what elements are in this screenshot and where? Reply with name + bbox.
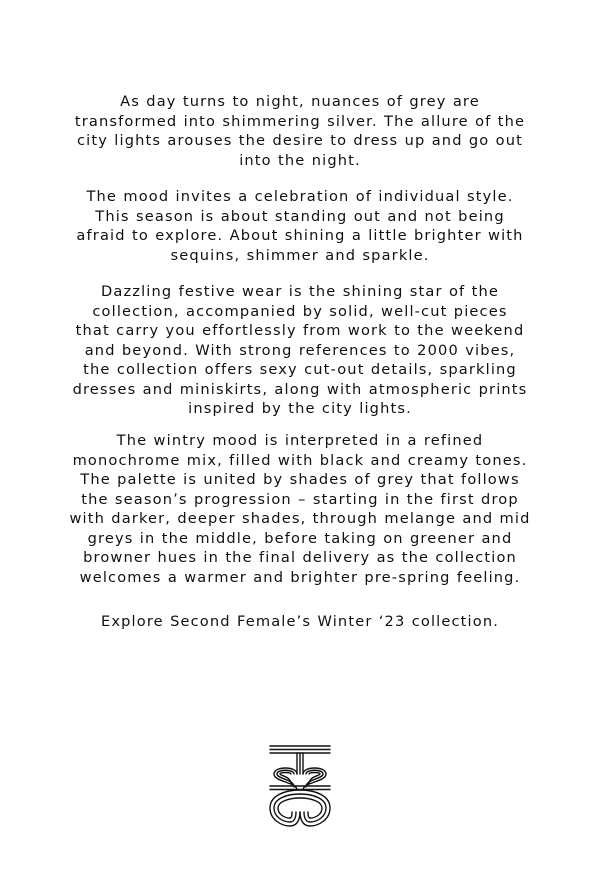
paragraph-line: the collection offers sexy cut-out details, sparkling xyxy=(83,361,517,378)
paragraph-line: Dazzling festive wear is the shining star of the xyxy=(100,283,500,300)
paragraph-line: monochrome mix, filled with black and creamy tones. xyxy=(72,451,528,469)
palette-paragraph xyxy=(50,431,550,587)
closing-line xyxy=(50,612,550,632)
paragraph-line: The mood invites a celebration of individual style. xyxy=(86,188,514,205)
collection-paragraph xyxy=(50,282,550,419)
paragraph-line: afraid to explore. About shining a little brighter with xyxy=(76,227,524,244)
paragraph-line: inspired by the city lights. xyxy=(188,400,412,417)
paragraph-line: into the night. xyxy=(239,151,361,169)
paragraph-line: browner hues in the final delivery as the collection xyxy=(83,549,517,566)
paragraph-line: that carry you effortlessly from work to the weekend xyxy=(75,322,525,339)
paragraph-line: city lights arouses the desire to dress up and go out xyxy=(76,132,524,149)
intro-paragraph xyxy=(50,92,550,170)
paragraph-line: transformed into shimmering silver. The allure of the xyxy=(74,112,526,130)
paragraph-line: welcomes a warmer and brighter pre-spring feeling. xyxy=(79,568,521,586)
second-female-monogram-icon xyxy=(264,744,336,828)
paragraph-line: The wintry mood is interpreted in a refined xyxy=(116,432,484,449)
paragraph-line: collection, accompanied by solid, well-cut pieces xyxy=(92,302,508,320)
paragraph-line: dresses and miniskirts, along with atmospheric prints xyxy=(72,380,528,398)
closing-text: Explore Second Female’s Winter ‘23 collection. xyxy=(100,613,500,630)
paragraph-line: This season is about standing out and not being xyxy=(95,207,505,225)
paragraph-line: with darker, deeper shades, through melange and mid xyxy=(69,510,531,527)
paragraph-line: sequins, shimmer and sparkle. xyxy=(170,246,430,264)
paragraph-line: greys in the middle, before taking on greener and xyxy=(87,529,513,547)
paragraph-line: and beyond. With strong references to 2000 vibes, xyxy=(84,341,516,359)
paragraph-line: The palette is united by shades of grey that follows xyxy=(80,471,520,488)
paragraph-line: As day turns to night, nuances of grey are xyxy=(120,93,480,110)
paragraph-line: the season’s progression – starting in the first drop xyxy=(81,490,519,508)
mood-paragraph xyxy=(50,187,550,265)
